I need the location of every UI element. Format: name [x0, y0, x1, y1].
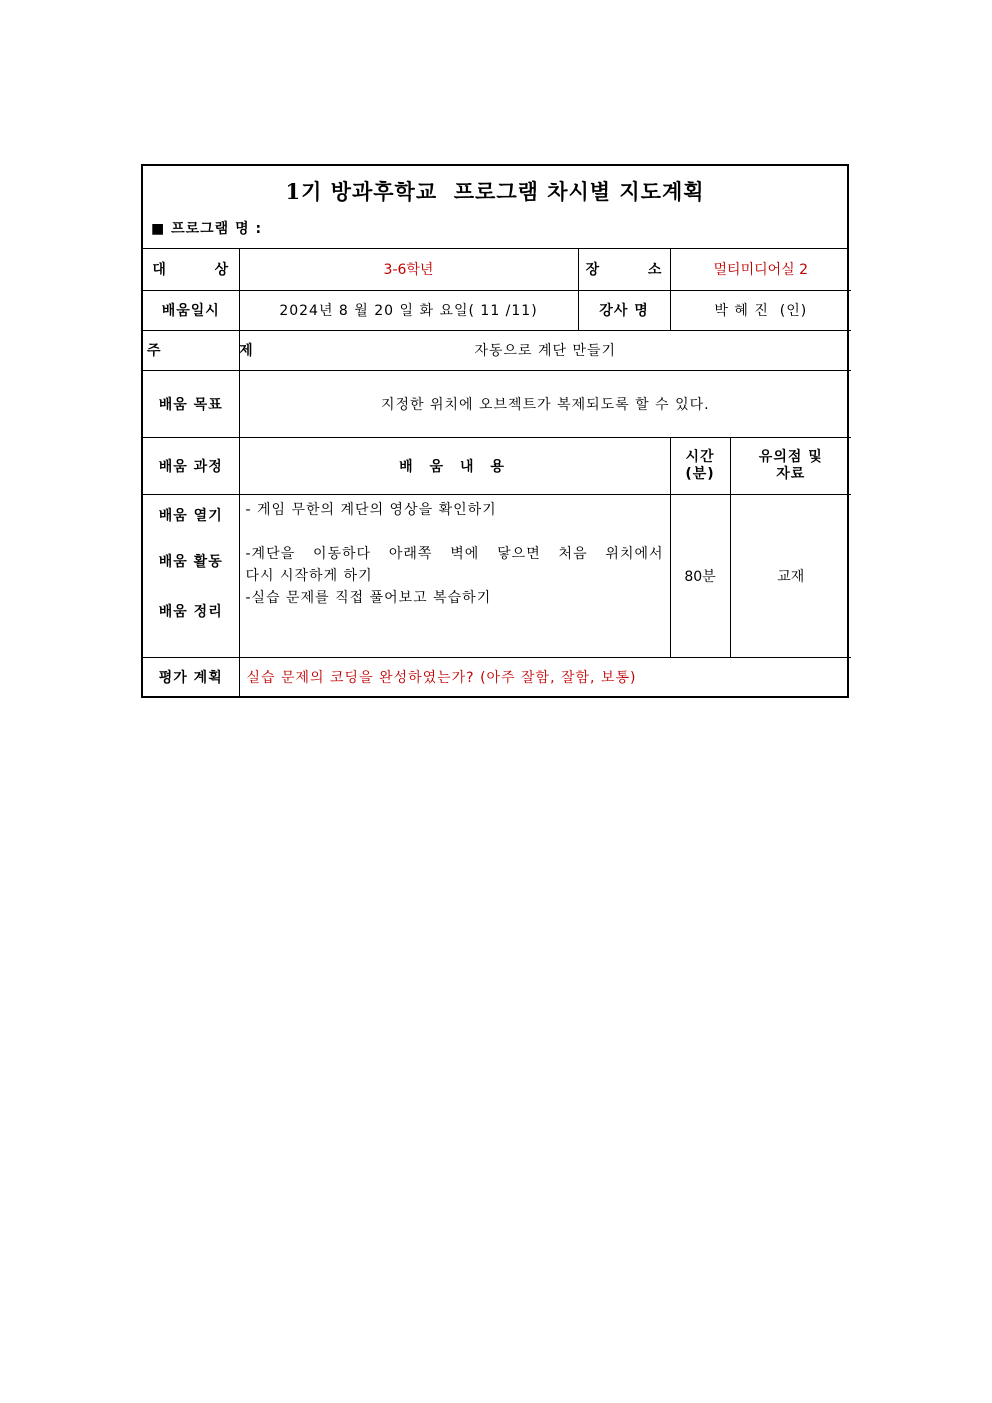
stage-opening-content: - 게임 무한의 계단의 영상을 확인하기	[245, 501, 497, 518]
notes-header-line2: 자료	[776, 465, 806, 482]
lesson-plan-table	[143, 249, 851, 696]
target-value: 3-6학년	[239, 249, 578, 290]
stage-closing: 배움 정리	[158, 603, 223, 620]
lesson-plan-document	[141, 164, 849, 698]
subject-row	[143, 330, 851, 370]
materials-value: 교재	[730, 494, 851, 657]
evaluation-label: 평가 계획	[143, 657, 239, 696]
goal-label: 배움 목표	[143, 370, 239, 437]
subject-label: 주 제	[143, 330, 239, 370]
teacher-label: 강사 명	[578, 290, 670, 330]
goal-value: 지정한 위치에 오브젝트가 복제되도록 할 수 있다.	[239, 370, 851, 437]
process-stage-header: 배움 과정	[143, 437, 239, 494]
process-body-row	[143, 494, 851, 657]
place-label: 장 소	[578, 249, 670, 290]
evaluation-row	[143, 657, 851, 696]
stage-closing-content: -실습 문제를 직접 풀어보고 복습하기	[245, 589, 492, 606]
target-label: 대 상	[143, 249, 239, 290]
place-value: 멀티미디어실 2	[670, 249, 851, 290]
subject-value: 자동으로 계단 만들기	[239, 330, 851, 370]
goal-row	[143, 370, 851, 437]
evaluation-value: 실습 문제의 코딩을 완성하였는가? (아주 잘함, 잘함, 보통)	[239, 657, 851, 696]
stage-names-cell	[143, 494, 239, 657]
process-time-header	[670, 437, 730, 494]
time-header-line2: (분)	[685, 465, 715, 482]
stage-contents-cell	[239, 494, 670, 657]
notes-header-line1: 유의점 및	[758, 448, 823, 465]
time-value: 80분	[670, 494, 730, 657]
stage-activity-content-line1: -계단을 이동하다 아래쪽 벽에 닿으면 처음 위치에서	[245, 545, 664, 562]
date-label: 배움일시	[143, 290, 239, 330]
program-name-label: ■ 프로그램 명 :	[151, 221, 263, 237]
teacher-value: 박 혜 진 (인)	[670, 290, 851, 330]
document-title: 1기 방과후학교 프로그램 차시별 지도계획	[285, 179, 705, 204]
process-content-header: 배 움 내 용	[239, 437, 670, 494]
process-notes-header	[730, 437, 851, 494]
stage-activity: 배움 활동	[158, 553, 223, 570]
stage-opening: 배움 열기	[158, 507, 223, 524]
date-row	[143, 290, 851, 330]
title-block	[143, 166, 847, 249]
target-row	[143, 249, 851, 290]
date-value: 2024년 8 월 20 일 화 요일( 11 /11)	[239, 290, 578, 330]
time-header-line1: 시간	[685, 448, 715, 465]
stage-activity-content-line2: 다시 시작하게 하기	[245, 567, 373, 584]
process-header-row	[143, 437, 851, 494]
